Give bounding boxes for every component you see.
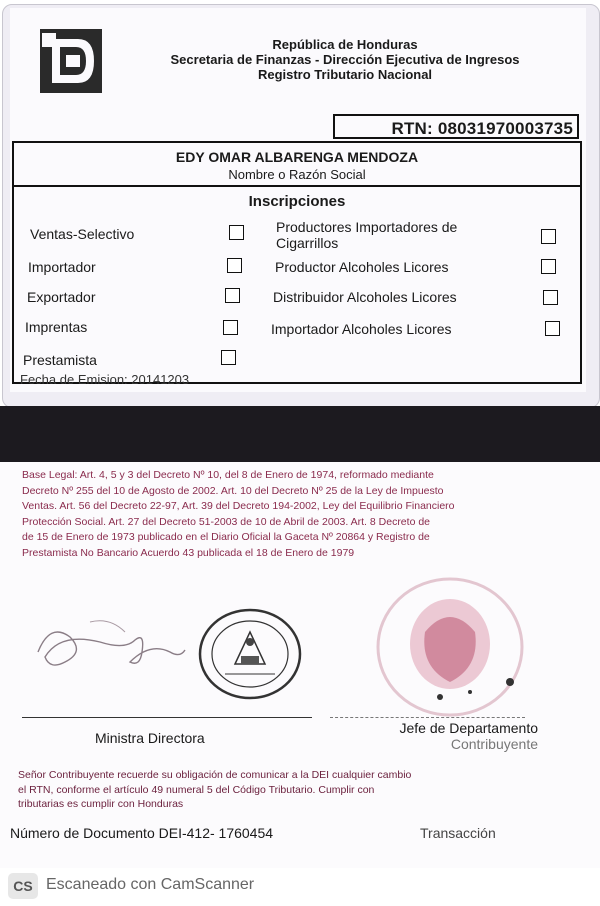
inscripcion-prestamista: Prestamista: [23, 352, 97, 368]
country-title: República de Honduras: [272, 37, 418, 52]
inscripciones-title: Inscripciones: [248, 193, 346, 210]
official-seal-icon: [195, 604, 305, 704]
inscripcion-imprentas: Imprentas: [25, 319, 88, 335]
registry-title: Registro Tributario Nacional: [257, 67, 433, 82]
taxpayer-name-box: [12, 141, 582, 187]
inscripciones-box: [12, 187, 582, 384]
checkbox-importador: [227, 258, 242, 273]
signature-line-right: [330, 717, 525, 718]
notice-line: tributarias es cumplir con Honduras: [18, 798, 184, 810]
checkbox-productor-alcoholes: [541, 259, 556, 274]
inscripcion-distribuidor-alcoholes: Distribuidor Alcoholes Licores: [273, 289, 457, 305]
notice-line: el RTN, conforme el artículo 49 numeral 5 del Código Tributario. Cumplir con: [18, 783, 375, 796]
inscripcion-importador: Importador: [28, 259, 96, 275]
checkbox-imprentas: [223, 320, 238, 335]
signature-title-ministra: Ministra Directora: [95, 730, 205, 746]
camscanner-logo-icon: CS: [8, 873, 38, 899]
handwritten-signature: [30, 612, 190, 682]
legal-line: Decreto Nº 255 del 10 de Agosto de 2002. Art. 10 del Decreto Nº 25 de la Ley de Impuesto: [22, 484, 444, 497]
contribuyente-line: Contribuyente: [450, 736, 538, 752]
camscanner-watermark: Escaneado con CamScanner: [46, 876, 255, 893]
signature-title-jefe: [338, 720, 538, 752]
checkbox-distribuidor-alcoholes: [543, 290, 558, 305]
taxpayer-name: EDY OMAR ALBARENGA MENDOZA: [175, 149, 419, 165]
legal-line: Ventas. Art. 56 del Decreto 22-97, Art. 39 del Decreto 194-2002, Ley del Equilibrio Financiero: [22, 500, 455, 513]
taxpayer-notice: [18, 768, 578, 812]
fecha-emision: Fecha de Emision: 20141203: [20, 372, 190, 387]
legal-line: Base Legal: Art. 4, 5 y 3 del Decreto Nº 10, del 8 de Enero de 1974, reformado mediante: [22, 469, 434, 481]
scan-background: [0, 406, 600, 462]
dei-logo-icon: [38, 25, 106, 97]
checkbox-importador-alcoholes: [545, 321, 560, 336]
department-stamp-icon: [370, 572, 530, 722]
inscripcion-productores-cigarrillos: Productores Importadores de Cigarrillos: [276, 219, 458, 251]
checkbox-ventas-selectivo: [229, 225, 244, 240]
signature-line-left: [22, 717, 312, 718]
ministry-title: Secretaria de Finanzas - Dirección Ejecutiva de Ingresos: [170, 52, 520, 67]
legal-basis-text: [22, 468, 577, 562]
legal-line: Protección Social. Art. 27 del Decreto 51-2003 de 10 de Abril de 2003. Art. 8 Decreto de: [22, 515, 431, 528]
card-header: [110, 37, 580, 82]
inscripcion-ventas-selectivo: Ventas-Selectivo: [30, 226, 135, 242]
legal-line: de 15 de Enero de 1973 publicado en el Diario Oficial la Gaceta Nº 20864 y Registro de: [22, 531, 430, 544]
rtn-number: RTN: 08031970003735: [333, 114, 579, 139]
inscripcion-productor-alcoholes: Productor Alcoholes Licores: [275, 259, 449, 275]
checkbox-exportador: [225, 288, 240, 303]
document-number: Número de Documento DEI-412- 1760454: [10, 825, 274, 841]
jefe-line: Jefe de Departamento: [399, 720, 538, 736]
inscripcion-importador-alcoholes: Importador Alcoholes Licores: [271, 321, 452, 337]
notice-line: Señor Contribuyente recuerde su obligación de comunicar a la DEI cualquier cambio: [18, 769, 412, 781]
inscripcion-exportador: Exportador: [27, 289, 96, 305]
checkbox-prestamista: [221, 350, 236, 365]
legal-line: Prestamista No Bancario Acuerdo 43 publicada el 18 de Enero de 1979: [22, 546, 355, 559]
checkbox-productores-cigarrillos: [541, 229, 556, 244]
taxpayer-name-label: Nombre o Razón Social: [228, 167, 366, 182]
transaccion-label: Transacción: [420, 825, 496, 841]
